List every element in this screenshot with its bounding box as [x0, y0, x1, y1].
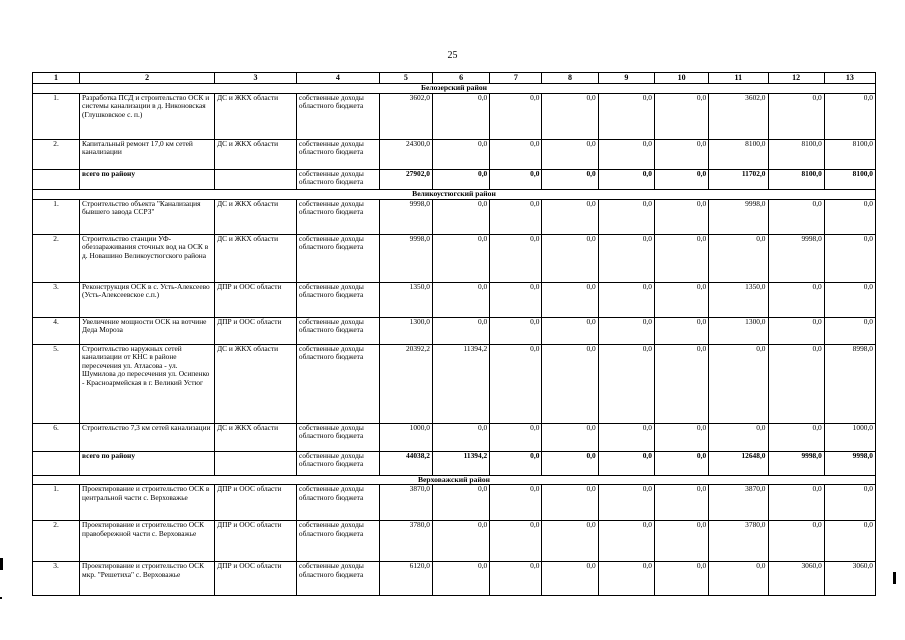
header-cell: 5	[379, 73, 432, 84]
amount-cell: 0,0	[490, 521, 542, 562]
amount-cell: 0,0	[432, 317, 489, 344]
row-number: 2.	[33, 521, 80, 562]
amount-cell: 8100,0	[768, 139, 824, 169]
funding-source: собственные доходы областного бюджета	[296, 169, 379, 189]
header-cell: 9	[598, 73, 654, 84]
amount-cell: 0,0	[542, 562, 598, 596]
header-cell: 10	[654, 73, 708, 84]
amount-cell: 0,0	[824, 234, 875, 282]
amount-cell: 0,0	[490, 562, 542, 596]
district-name: Верховажский район	[33, 475, 876, 485]
amount-cell: 3870,0	[379, 485, 432, 521]
amount-cell: 3870,0	[709, 485, 768, 521]
table-row	[33, 139, 876, 169]
row-number	[33, 451, 80, 475]
amount-cell: 1300,0	[379, 317, 432, 344]
amount-cell: 0,0	[432, 485, 489, 521]
responsible-body: ДПР и ООС области	[215, 317, 297, 344]
funding-source: собственные доходы областного бюджета	[296, 485, 379, 521]
funding-table	[32, 72, 876, 596]
table-row	[33, 485, 876, 521]
amount-cell: 11702,0	[709, 169, 768, 189]
amount-cell: 0,0	[542, 423, 598, 451]
amount-cell: 0,0	[542, 521, 598, 562]
amount-cell: 0,0	[709, 423, 768, 451]
district-row	[33, 189, 876, 199]
amount-cell: 9998,0	[709, 199, 768, 234]
project-name: Разработка ПСД и строительство ОСК и системы канализации в д. Никоновская (Глушковское с. п.)	[80, 93, 215, 139]
responsible-body	[215, 169, 297, 189]
amount-cell: 0,0	[768, 93, 824, 139]
amount-cell: 3780,0	[709, 521, 768, 562]
header-cell: 2	[80, 73, 215, 84]
project-name: Строительство 7,3 км сетей канализации	[80, 423, 215, 451]
amount-cell: 0,0	[432, 139, 489, 169]
header-cell: 13	[824, 73, 875, 84]
amount-cell: 0,0	[654, 93, 708, 139]
amount-cell: 0,0	[432, 521, 489, 562]
amount-cell: 0,0	[542, 451, 598, 475]
amount-cell: 0,0	[542, 139, 598, 169]
project-name: Реконструкция ОСК в с. Усть-Алексеево (Усть-Алексеевское с.п.)	[80, 282, 215, 317]
amount-cell: 0,0	[654, 451, 708, 475]
amount-cell: 0,0	[490, 344, 542, 423]
responsible-body: ДПР и ООС области	[215, 282, 297, 317]
amount-cell: 0,0	[709, 234, 768, 282]
funding-source: собственные доходы областного бюджета	[296, 344, 379, 423]
amount-cell: 0,0	[490, 234, 542, 282]
responsible-body: ДПР и ООС области	[215, 521, 297, 562]
amount-cell: 0,0	[768, 344, 824, 423]
funding-source: собственные доходы областного бюджета	[296, 562, 379, 596]
amount-cell: 0,0	[654, 169, 708, 189]
amount-cell: 3060,0	[768, 562, 824, 596]
amount-cell: 8998,0	[824, 344, 875, 423]
amount-cell: 0,0	[490, 199, 542, 234]
amount-cell: 24300,0	[379, 139, 432, 169]
table-row	[33, 344, 876, 423]
amount-cell: 0,0	[768, 521, 824, 562]
project-name: Проектирование и строительство ОСК в центральной части с. Верховажье	[80, 485, 215, 521]
header-cell: 1	[33, 73, 80, 84]
district-row	[33, 475, 876, 485]
amount-cell: 0,0	[709, 344, 768, 423]
header-cell: 6	[432, 73, 489, 84]
table-row	[33, 93, 876, 139]
responsible-body: ДС и ЖКХ области	[215, 344, 297, 423]
amount-cell: 0,0	[542, 199, 598, 234]
header-cell: 11	[709, 73, 768, 84]
scan-edge-mark	[0, 597, 2, 599]
amount-cell: 0,0	[490, 485, 542, 521]
amount-cell: 0,0	[824, 317, 875, 344]
amount-cell: 0,0	[542, 317, 598, 344]
amount-cell: 0,0	[824, 199, 875, 234]
amount-cell: 1000,0	[379, 423, 432, 451]
amount-cell: 0,0	[490, 139, 542, 169]
amount-cell: 0,0	[824, 282, 875, 317]
funding-source: собственные доходы областного бюджета	[296, 139, 379, 169]
row-number: 5.	[33, 344, 80, 423]
header-cell: 8	[542, 73, 598, 84]
project-name: всего по району	[80, 451, 215, 475]
amount-cell: 0,0	[432, 234, 489, 282]
row-number: 3.	[33, 562, 80, 596]
district-row	[33, 84, 876, 94]
amount-cell: 0,0	[654, 139, 708, 169]
amount-cell: 0,0	[490, 451, 542, 475]
amount-cell: 0,0	[654, 282, 708, 317]
row-number: 1.	[33, 199, 80, 234]
amount-cell: 0,0	[598, 169, 654, 189]
row-number: 1.	[33, 485, 80, 521]
amount-cell: 11394,2	[432, 344, 489, 423]
amount-cell: 0,0	[542, 282, 598, 317]
amount-cell: 0,0	[542, 169, 598, 189]
funding-source: собственные доходы областного бюджета	[296, 282, 379, 317]
table-row	[33, 423, 876, 451]
table-row	[33, 282, 876, 317]
district-name: Великоустюгский район	[33, 189, 876, 199]
amount-cell: 0,0	[598, 423, 654, 451]
funding-source: собственные доходы областного бюджета	[296, 93, 379, 139]
amount-cell: 0,0	[768, 423, 824, 451]
amount-cell: 0,0	[768, 317, 824, 344]
amount-cell: 0,0	[598, 282, 654, 317]
amount-cell: 0,0	[598, 562, 654, 596]
table-row	[33, 562, 876, 596]
funding-source: собственные доходы областного бюджета	[296, 521, 379, 562]
responsible-body: ДС и ЖКХ области	[215, 139, 297, 169]
amount-cell: 0,0	[542, 485, 598, 521]
amount-cell: 0,0	[654, 562, 708, 596]
amount-cell: 0,0	[432, 282, 489, 317]
amount-cell: 0,0	[654, 423, 708, 451]
table-row	[33, 199, 876, 234]
row-number: 6.	[33, 423, 80, 451]
amount-cell: 0,0	[598, 317, 654, 344]
district-total-row	[33, 169, 876, 189]
amount-cell: 0,0	[654, 521, 708, 562]
funding-source: собственные доходы областного бюджета	[296, 317, 379, 344]
amount-cell: 27902,0	[379, 169, 432, 189]
responsible-body: ДС и ЖКХ области	[215, 423, 297, 451]
funding-source: собственные доходы областного бюджета	[296, 199, 379, 234]
project-name: Проектирование и строительство ОСК мкр. "Решетиха" с. Верховажье	[80, 562, 215, 596]
amount-cell: 0,0	[542, 93, 598, 139]
project-name: всего по району	[80, 169, 215, 189]
funding-source: собственные доходы областного бюджета	[296, 451, 379, 475]
project-name: Строительство объекта "Канализация бывшего завода ССРЗ"	[80, 199, 215, 234]
amount-cell: 8100,0	[824, 139, 875, 169]
amount-cell: 0,0	[654, 317, 708, 344]
amount-cell: 0,0	[654, 344, 708, 423]
project-name: Увеличение мощности ОСК на вотчине Деда Мороза	[80, 317, 215, 344]
project-name: Строительство наружных сетей канализации от КНС в районе пересечения ул. Атласова - ул. Шумилова до пересечения ул. Осипенко - Красноармейская в г. Великий Устюг	[80, 344, 215, 423]
amount-cell: 9998,0	[379, 234, 432, 282]
project-name: Капитальный ремонт 17,0 км сетей канализации	[80, 139, 215, 169]
amount-cell: 0,0	[598, 199, 654, 234]
amount-cell: 3602,0	[709, 93, 768, 139]
amount-cell: 1350,0	[379, 282, 432, 317]
amount-cell: 0,0	[824, 485, 875, 521]
amount-cell: 0,0	[824, 521, 875, 562]
amount-cell: 1350,0	[709, 282, 768, 317]
amount-cell: 9998,0	[824, 451, 875, 475]
amount-cell: 3602,0	[379, 93, 432, 139]
amount-cell: 0,0	[432, 423, 489, 451]
header-cell: 12	[768, 73, 824, 84]
responsible-body	[215, 451, 297, 475]
page-number: 25	[447, 50, 458, 61]
amount-cell: 0,0	[598, 451, 654, 475]
amount-cell: 11394,2	[432, 451, 489, 475]
amount-cell: 0,0	[768, 199, 824, 234]
amount-cell: 0,0	[824, 93, 875, 139]
amount-cell: 0,0	[490, 282, 542, 317]
amount-cell: 0,0	[432, 562, 489, 596]
amount-cell: 8100,0	[709, 139, 768, 169]
row-number: 2.	[33, 234, 80, 282]
project-name: Проектирование и строительство ОСК правобережной части с. Верховажье	[80, 521, 215, 562]
amount-cell: 1000,0	[824, 423, 875, 451]
row-number	[33, 169, 80, 189]
district-name: Белозерский район	[33, 84, 876, 94]
row-number: 4.	[33, 317, 80, 344]
amount-cell: 8100,0	[768, 169, 824, 189]
amount-cell: 0,0	[709, 562, 768, 596]
amount-cell: 12648,0	[709, 451, 768, 475]
amount-cell: 8100,0	[824, 169, 875, 189]
amount-cell: 0,0	[490, 423, 542, 451]
amount-cell: 0,0	[542, 234, 598, 282]
header-cell: 4	[296, 73, 379, 84]
amount-cell: 0,0	[432, 93, 489, 139]
amount-cell: 20392,2	[379, 344, 432, 423]
amount-cell: 3060,0	[824, 562, 875, 596]
amount-cell: 1300,0	[709, 317, 768, 344]
amount-cell: 3780,0	[379, 521, 432, 562]
table-row	[33, 317, 876, 344]
amount-cell: 0,0	[654, 199, 708, 234]
responsible-body: ДС и ЖКХ области	[215, 199, 297, 234]
amount-cell: 0,0	[598, 139, 654, 169]
amount-cell: 0,0	[542, 344, 598, 423]
amount-cell: 0,0	[490, 93, 542, 139]
amount-cell: 0,0	[654, 485, 708, 521]
amount-cell: 0,0	[654, 234, 708, 282]
row-number: 3.	[33, 282, 80, 317]
amount-cell: 0,0	[598, 344, 654, 423]
header-cell: 3	[215, 73, 297, 84]
funding-source: собственные доходы областного бюджета	[296, 234, 379, 282]
amount-cell: 0,0	[598, 234, 654, 282]
amount-cell: 0,0	[598, 485, 654, 521]
responsible-body: ДПР и ООС области	[215, 562, 297, 596]
responsible-body: ДС и ЖКХ области	[215, 93, 297, 139]
amount-cell: 0,0	[432, 199, 489, 234]
header-row	[33, 73, 876, 84]
responsible-body: ДС и ЖКХ области	[215, 234, 297, 282]
district-total-row	[33, 451, 876, 475]
amount-cell: 6120,0	[379, 562, 432, 596]
funding-source: собственные доходы областного бюджета	[296, 423, 379, 451]
table-body	[33, 84, 876, 596]
amount-cell: 9998,0	[768, 234, 824, 282]
amount-cell: 0,0	[598, 521, 654, 562]
header-cell: 7	[490, 73, 542, 84]
responsible-body: ДПР и ООС области	[215, 485, 297, 521]
amount-cell: 0,0	[432, 169, 489, 189]
amount-cell: 9998,0	[768, 451, 824, 475]
table-row	[33, 234, 876, 282]
amount-cell: 0,0	[598, 93, 654, 139]
scan-edge-mark	[0, 558, 3, 570]
amount-cell: 0,0	[490, 169, 542, 189]
amount-cell: 0,0	[768, 485, 824, 521]
project-name: Строительство станции УФ-обеззараживания сточных вод на ОСК в д. Новашино Великоустюгского района	[80, 234, 215, 282]
scan-edge-mark	[893, 572, 896, 584]
row-number: 2.	[33, 139, 80, 169]
table-row	[33, 521, 876, 562]
amount-cell: 0,0	[490, 317, 542, 344]
row-number: 1.	[33, 93, 80, 139]
amount-cell: 44038,2	[379, 451, 432, 475]
amount-cell: 0,0	[768, 282, 824, 317]
amount-cell: 9998,0	[379, 199, 432, 234]
